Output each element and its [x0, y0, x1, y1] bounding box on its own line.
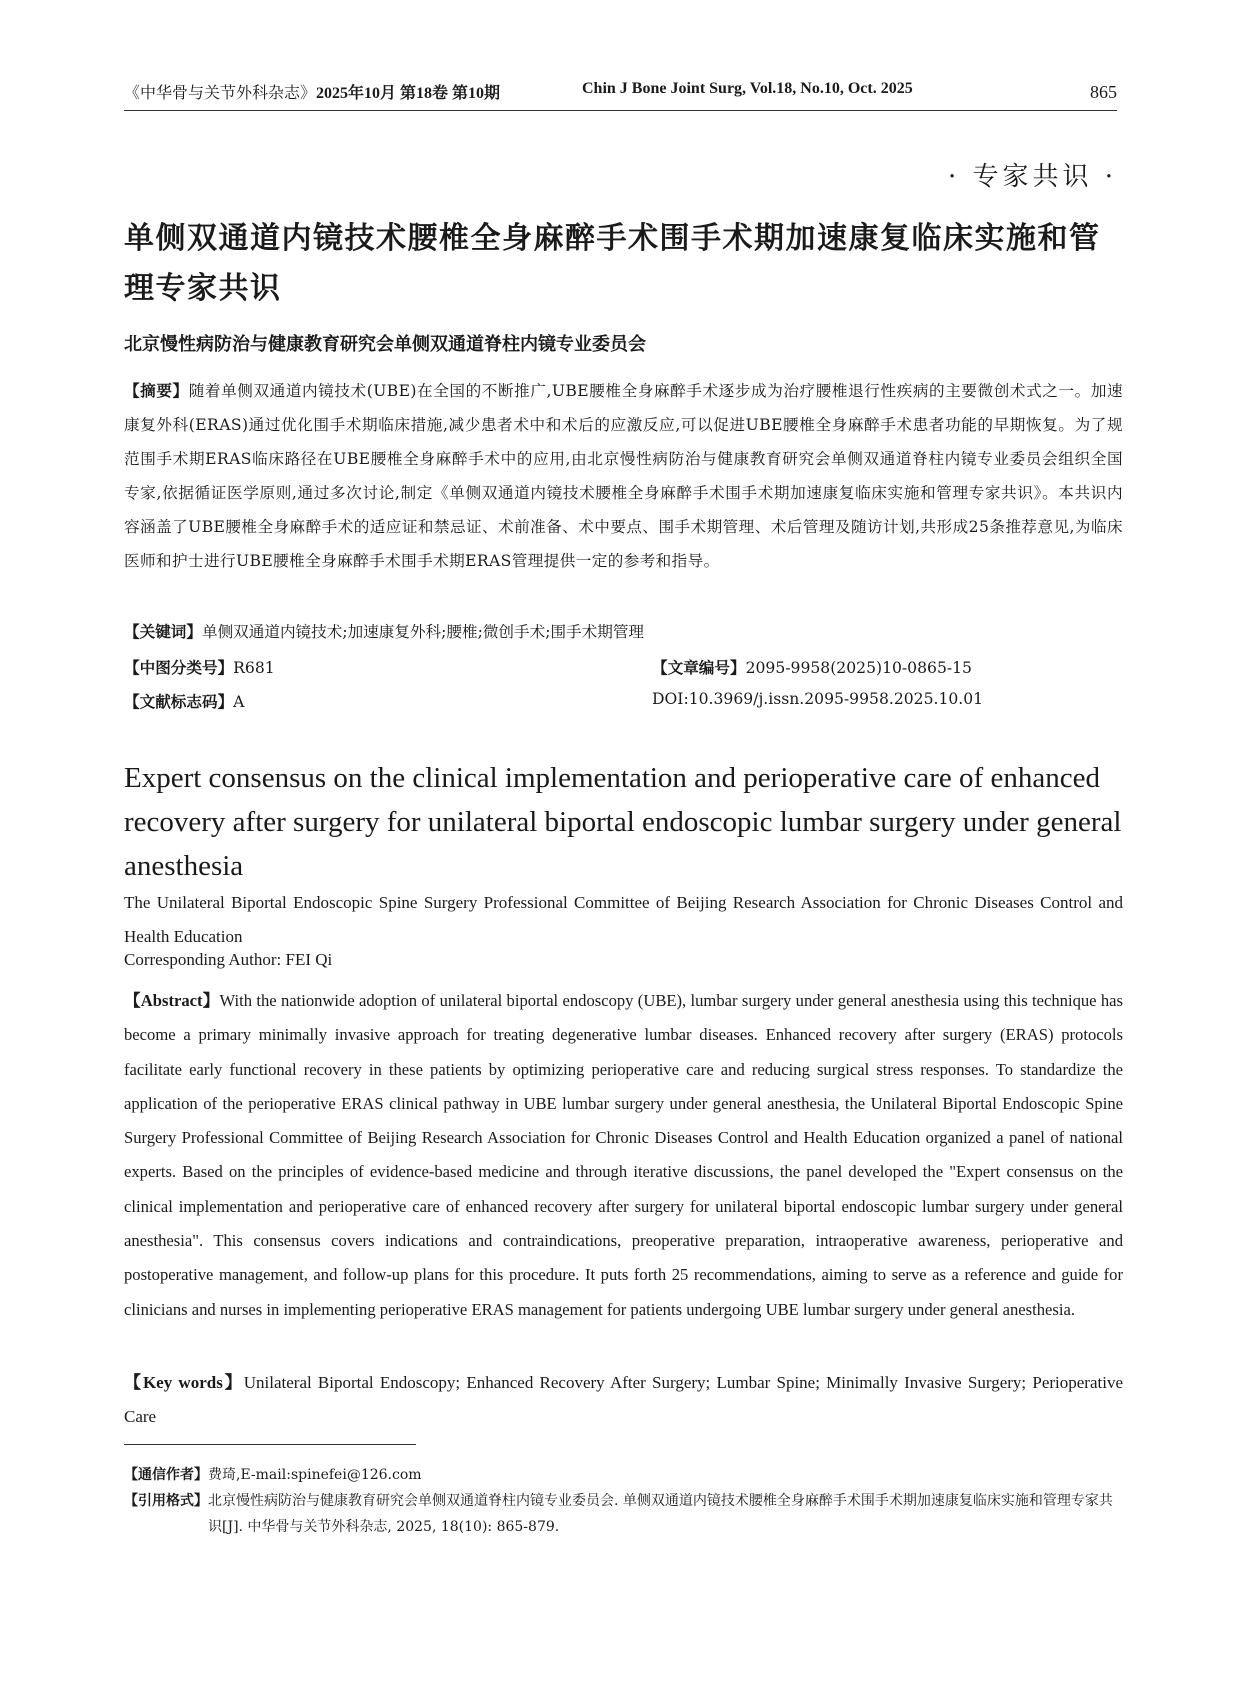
doi-link[interactable]: DOI:10.3969/j.issn.2095-9958.2025.10.01: [652, 690, 984, 708]
document-code-label: 【文献标志码】: [124, 693, 234, 711]
footnote-corresponding: [124, 1462, 1123, 1488]
footnote-citation-text: 北京慢性病防治与健康教育研究会单侧双通道脊柱内镜专业委员会. 单侧双通道内镜技术腰椎全身麻醉手术围手术期加速康复临床实施和管理专家共识[J]. 中华骨与关节外科杂志, 2025, 18(10): 865-879.: [208, 1493, 1113, 1535]
footnotes: [124, 1462, 1123, 1540]
article-number-label: 【文章编号】: [652, 659, 746, 677]
page-number: 865: [1090, 82, 1117, 102]
english-keywords-label: 【Key words】: [124, 1373, 244, 1392]
header-rule: [124, 110, 1117, 111]
clc-label: 【中图分类号】: [124, 659, 234, 677]
article-number: [652, 656, 972, 678]
english-keywords-text: Unilateral Biportal Endoscopy; Enhanced Recovery After Surgery; Lumbar Spine; Minimally Invasive Surgery; Perioperative Care: [124, 1373, 1123, 1426]
article-number-value: 2095-9958(2025)10-0865-15: [745, 659, 972, 677]
chinese-abstract-text: 随着单侧双通道内镜技术(UBE)在全国的不断推广,UBE腰椎全身麻醉手术逐步成为治疗腰椎退行性疾病的主要微创术式之一。加速康复外科(ERAS)通过优化围手术期临床措施,减少患者术中和术后的应激反应,可以促进UBE腰椎全身麻醉手术患者功能的早期恢复。为了规范围手术期ERAS临床路径在UBE腰椎全身麻醉手术中的应用,由北京慢性病防治与健康教育研究会单侧双通道脊柱内镜专业委员会组织全国专家,依据循证医学原则,通过多次讨论,制定《单侧双通道内镜技术腰椎全身麻醉手术围手术期加速康复临床实施和管理专家共识》。本共识内容涵盖了UBE腰椎全身麻醉手术的适应证和禁忌证、术前准备、术中要点、围手术期管理、术后管理及随访计划,共形成25条推荐意见,为临床医师和护士进行UBE腰椎全身麻醉手术围手术期ERAS管理提供一定的参考和指导。: [124, 382, 1123, 570]
english-keywords: [124, 1366, 1123, 1434]
clc-number: [124, 656, 275, 678]
document-code: [124, 690, 244, 712]
english-abstract: [124, 984, 1123, 1327]
chinese-title: 单侧双通道内镜技术腰椎全身麻醉手术围手术期加速康复临床实施和管理专家共识: [124, 221, 1101, 306]
english-authors: The Unilateral Biportal Endoscopic Spine Surgery Professional Committee of Beijing Research Association for Chronic Diseases Control and Health Education: [124, 893, 1123, 946]
chinese-keywords: [124, 620, 644, 642]
chinese-authors: 北京慢性病防治与健康教育研究会单侧双通道脊柱内镜专业委员会: [124, 334, 646, 355]
chinese-abstract: [124, 374, 1123, 578]
corresponding-author: Corresponding Author: FEI Qi: [124, 950, 333, 969]
english-abstract-label: 【Abstract】: [124, 991, 220, 1010]
footnote-rule: [124, 1444, 416, 1445]
chinese-keywords-text: 单侧双通道内镜技术;加速康复外科;腰椎;微创手术;围手术期管理: [201, 623, 645, 641]
english-title: Expert consensus on the clinical implementation and perioperative care of enhanced recovery after surgery for unilateral biportal endoscopic lumbar surgery under general anesthesia: [124, 762, 1122, 882]
document-code-value: A: [233, 693, 245, 711]
footnote-citation: [124, 1488, 1123, 1540]
english-abstract-text: With the nationwide adoption of unilateral biportal endoscopy (UBE), lumbar surgery under general anesthesia using this technique has become a primary minimally invasive approach for treating degenerative lumbar diseases. Enhanced recovery after surgery (ERAS) protocols facilitate early functional recovery in these patients by optimizing perioperative care and reducing surgical stress responses. To standardize the application of the perioperative ERAS clinical pathway in UBE lumbar surgery under general anesthesia, the Unilateral Biportal Endoscopic Spine Surgery Professional Committee of Beijing Research Association for Chronic Diseases Control and Health Education organized a panel of national experts. Based on the principles of evidence-based medicine and through iterative discussions, the panel developed the "Expert consensus on the clinical implementation and perioperative care of enhanced recovery after surgery for unilateral biportal endoscopic lumbar surgery under general anesthesia". This consensus covers indications and contraindications, preoperative preparation, intraoperative awareness, perioperative and postoperative management, and follow-up plans for this procedure. It puts forth 25 recommendations, aiming to serve as a reference and guide for clinicians and nurses in implementing perioperative ERAS management for patients undergoing UBE lumbar surgery under general anesthesia.: [124, 991, 1124, 1319]
chinese-keywords-label: 【关键词】: [124, 623, 202, 641]
running-header: [124, 76, 1117, 106]
footnote-citation-label: 【引用格式】: [124, 1493, 208, 1509]
journal-issue-cn: 《中华骨与关节外科杂志》2025年10月 第18卷 第10期: [124, 85, 501, 102]
chinese-abstract-label: 【摘要】: [124, 382, 189, 400]
journal-issue-en: Chin J Bone Joint Surg, Vol.18, No.10, Oct. 2025: [582, 80, 913, 97]
column-tag: · 专家共识 ·: [947, 162, 1117, 192]
clc-value: R681: [233, 659, 275, 677]
footnote-email[interactable]: 费琦,E-mail:spinefei@126.com: [208, 1467, 422, 1483]
footnote-corresponding-label: 【通信作者】: [124, 1467, 208, 1483]
